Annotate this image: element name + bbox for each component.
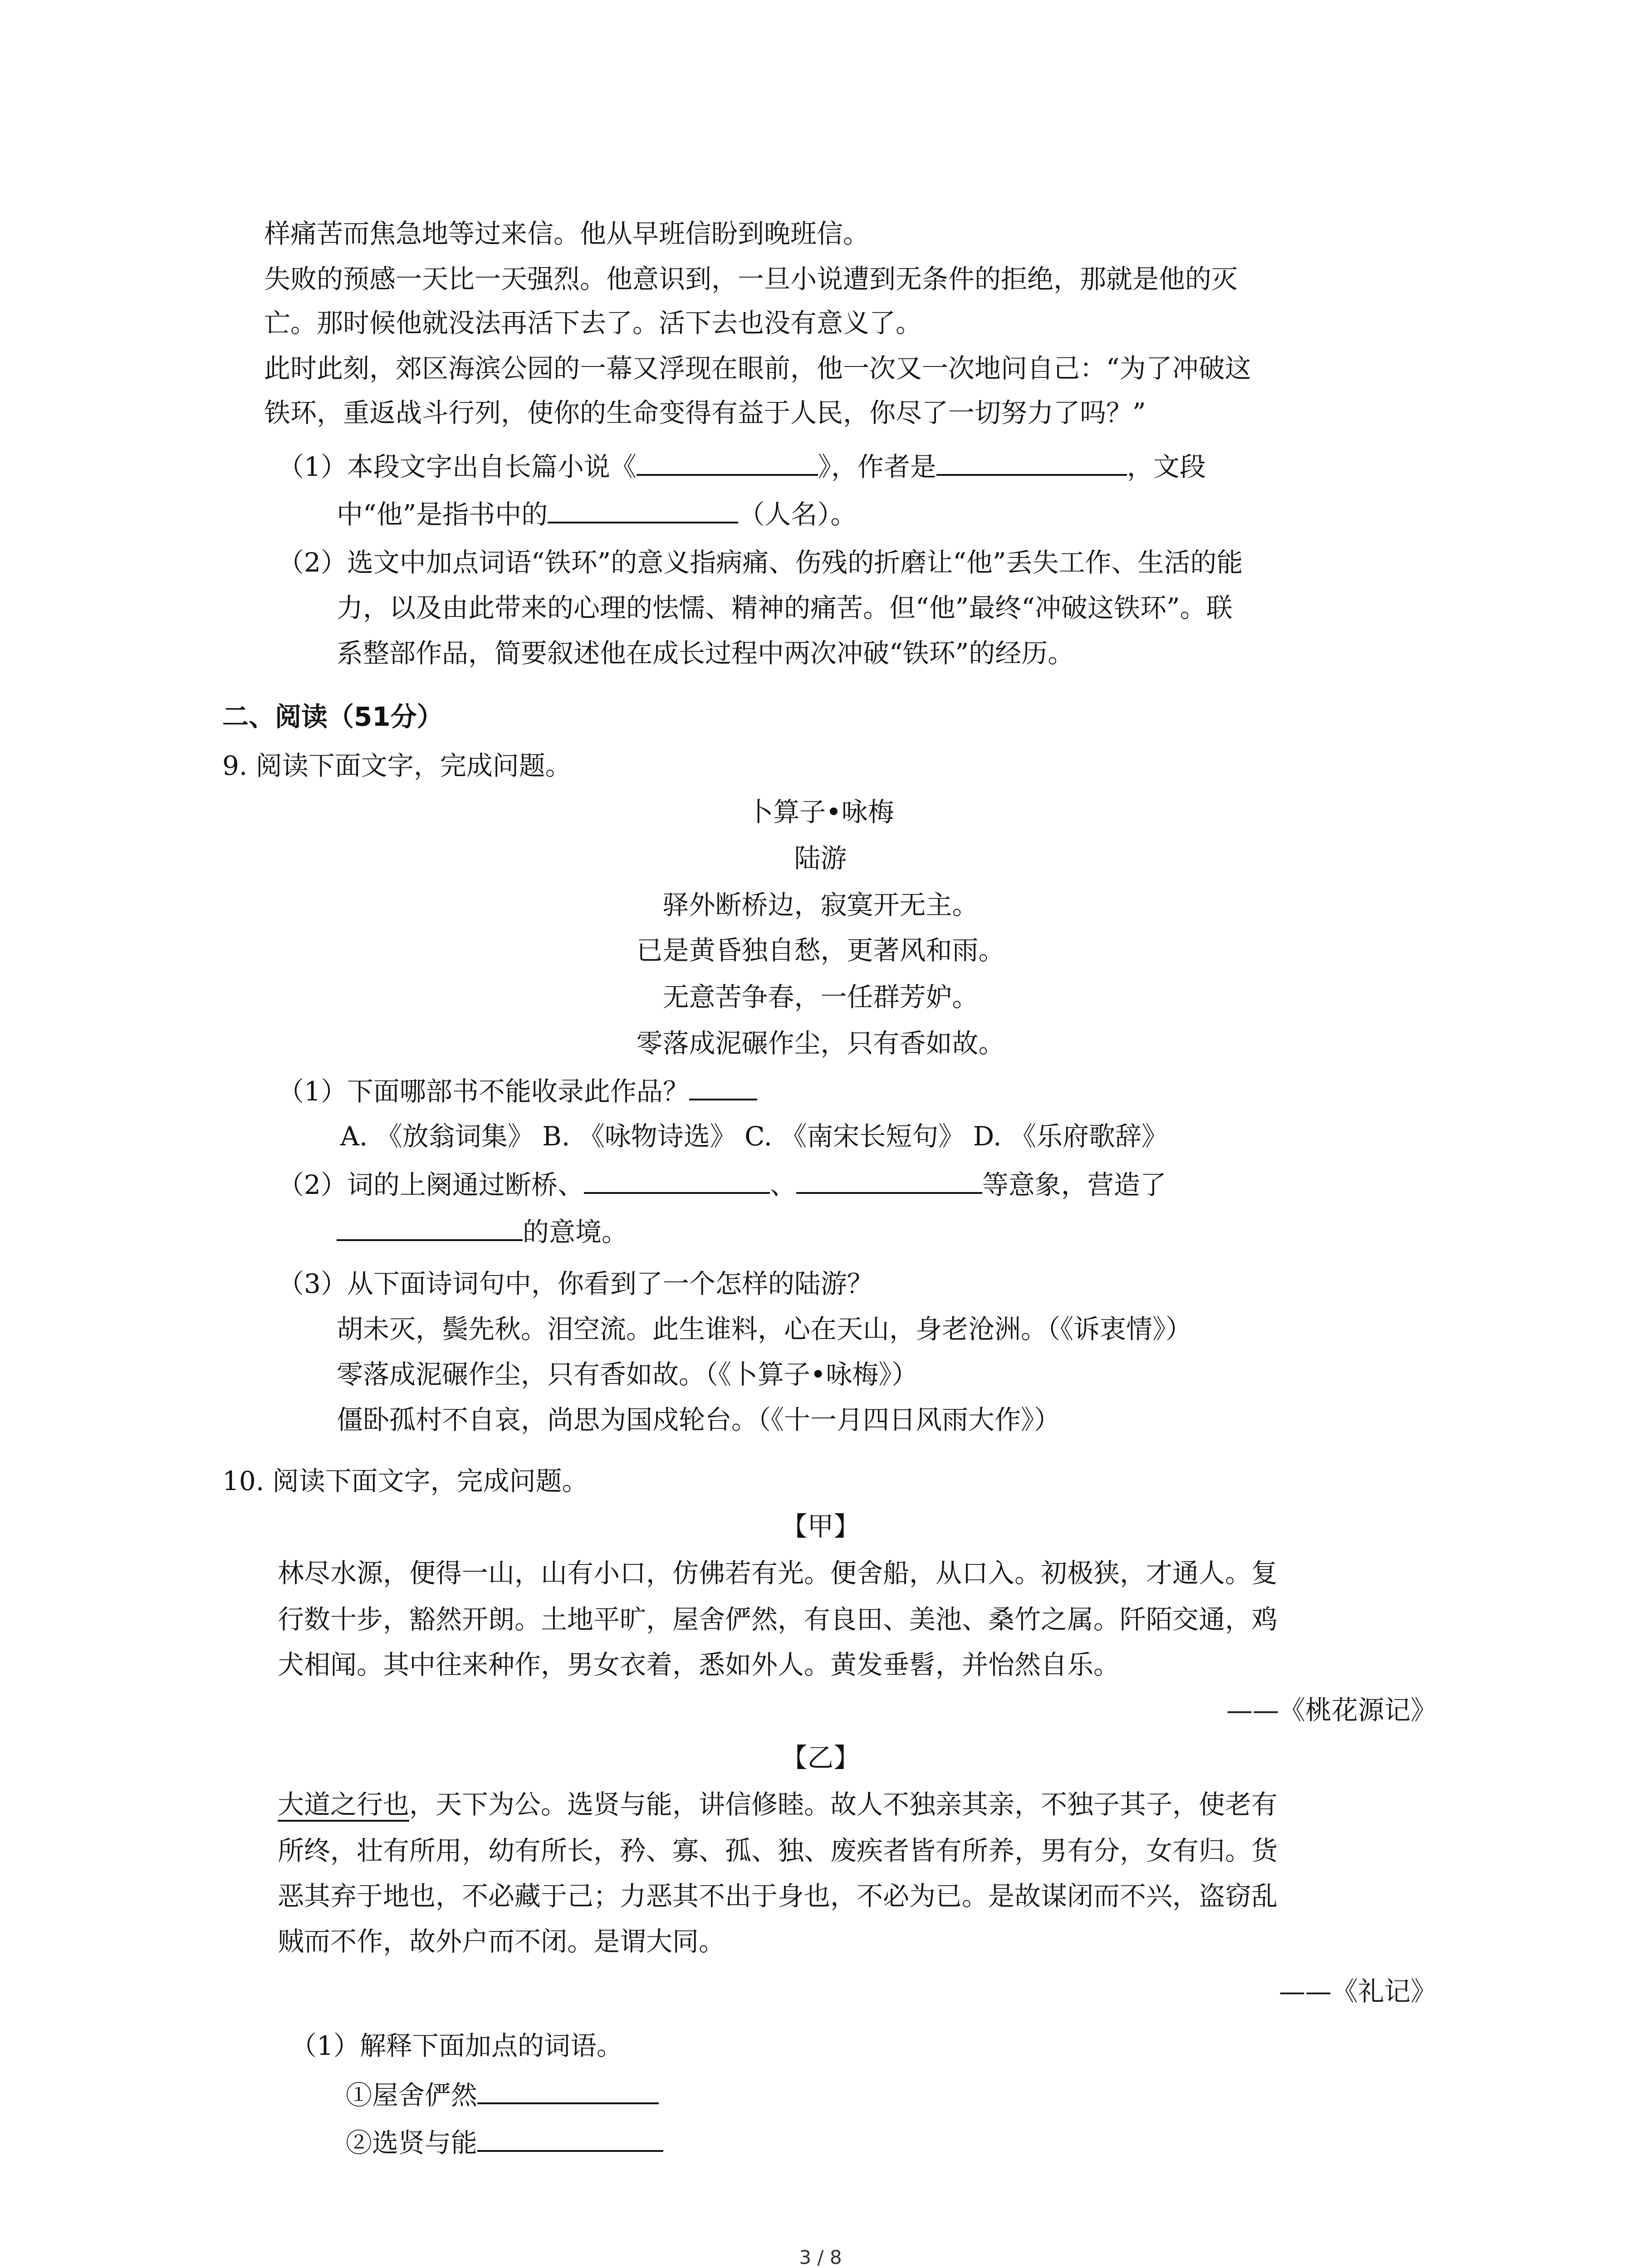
poem-title: 卜算子•咏梅 bbox=[747, 797, 894, 827]
passage-yi-title: 【乙】 bbox=[781, 1742, 860, 1773]
paragraph-line: 此时此刻，郊区海滨公园的一幕又浮现在眼前，他一次又一次地问自己：“为了冲破这 bbox=[264, 353, 1251, 384]
question-text: （人名）。 bbox=[738, 499, 857, 530]
paragraph-line: 样痛苦而焦急地等过来信。他从早班信盼到晚班信。 bbox=[264, 218, 870, 249]
question-text: ，文段 bbox=[1127, 451, 1206, 482]
paragraph-line: 失败的预感一天比一天强烈。他意识到，一旦小说遭到无条件的拒绝，那就是他的灭 bbox=[264, 264, 1238, 294]
question-9-2 bbox=[278, 1165, 1166, 1203]
question-9-1 bbox=[278, 1071, 757, 1110]
question-text: （1）下面哪部书不能收录此作品？ bbox=[278, 1076, 689, 1107]
question-10-1-item bbox=[346, 2123, 663, 2161]
paragraph-line: 亡。那时候他就没法再活下去了。活下去也没有意义了。 bbox=[264, 308, 922, 338]
passage-line: 林尽水源，便得一山，山有小口，仿佛若有光。便舍船，从口入。初极狭，才通人。复 bbox=[278, 1558, 1278, 1589]
answer-blank-image-2[interactable] bbox=[796, 1165, 982, 1194]
quote-line: 零落成泥碾作尘，只有香如故。（《卜算子•咏梅》） bbox=[337, 1359, 918, 1390]
answer-blank-novel[interactable] bbox=[637, 447, 818, 476]
answer-blank-mood[interactable] bbox=[337, 1212, 523, 1241]
question-text: 的意境。 bbox=[523, 1217, 628, 1247]
passage-jia-source: ——《桃花源记》 bbox=[1226, 1695, 1437, 1725]
section-title: 二、阅读（51分） bbox=[222, 701, 443, 732]
answer-blank-image-1[interactable] bbox=[584, 1165, 770, 1194]
answer-blank-author[interactable] bbox=[936, 447, 1127, 476]
question-text: 》，作者是 bbox=[818, 451, 936, 482]
question-9-2-cont bbox=[337, 1212, 628, 1250]
item-text: ①屋舍俨然 bbox=[346, 2080, 478, 2111]
question-text: 中“他”是指书中的 bbox=[337, 499, 548, 530]
answer-blank-choice[interactable] bbox=[689, 1071, 757, 1100]
question-8-1-cont bbox=[337, 494, 857, 533]
question-10-intro: 10. 阅读下面文字，完成问题。 bbox=[222, 1466, 588, 1496]
item-text: ②选贤与能 bbox=[346, 2127, 478, 2158]
question-9-3: （3）从下面诗词句中，你看到了一个怎样的陆游？ bbox=[278, 1268, 873, 1299]
question-9-1-options: A. 《放翁词集》 B. 《咏物诗选》 C. 《南宋长短句》 D. 《乐府歌辞》 bbox=[340, 1121, 1168, 1152]
question-text: 、 bbox=[769, 1169, 796, 1200]
quote-line: 胡未灭，鬓先秋。泪空流。此生谁料，心在天山，身老沧洲。（《诉衷情》） bbox=[337, 1314, 1192, 1344]
question-8-1 bbox=[278, 447, 1206, 485]
answer-blank-item-2[interactable] bbox=[477, 2123, 663, 2152]
question-10-1: （1）解释下面加点的词语。 bbox=[290, 2030, 623, 2061]
passage-line: 犬相闻。其中往来种作，男女衣着，悉如外人。黄发垂髫，并怡然自乐。 bbox=[278, 1649, 1120, 1680]
question-text: （1）本段文字出自长篇小说《 bbox=[278, 451, 637, 482]
passage-text: ，天下为公。选贤与能，讲信修睦。故人不独亲其亲，不独子其子，使老有 bbox=[409, 1789, 1278, 1820]
quote-line: 僵卧孤村不自哀，尚思为国戍轮台。（《十一月四日风雨大作》） bbox=[337, 1404, 1061, 1435]
poem-line: 已是黄昏独自愁，更著风和雨。 bbox=[636, 935, 1005, 966]
question-8-2: （2）选文中加点词语“铁环”的意义指病痛、伤残的折磨让“他”丢失工作、生活的能 bbox=[278, 547, 1243, 578]
answer-blank-character[interactable] bbox=[548, 494, 738, 523]
passage-line: 所终，壮有所用，幼有所长，矜、寡、孤、独、废疾者皆有所养，男有分，女有归。货 bbox=[278, 1835, 1278, 1866]
passage-line: 贼而不作，故外户而不闭。是谓大同。 bbox=[278, 1926, 725, 1957]
passage-line: 恶其弃于地也，不必藏于己；力恶其不出于身也，不必为已。是故谋闭而不兴，盗窃乱 bbox=[278, 1881, 1278, 1911]
passage-yi-source: ——《礼记》 bbox=[1279, 1976, 1437, 2007]
question-10-1-item bbox=[346, 2075, 659, 2113]
poem-line: 驿外断桥边，寂寞开无主。 bbox=[662, 890, 979, 920]
question-9-intro: 9. 阅读下面文字，完成问题。 bbox=[222, 750, 572, 781]
answer-blank-item-1[interactable] bbox=[477, 2075, 659, 2104]
paragraph-line: 铁环，重返战斗行列，使你的生命变得有益于人民，你尽了一切努力了吗？” bbox=[264, 397, 1146, 428]
question-text: 等意象，营造了 bbox=[982, 1169, 1166, 1200]
passage-line: 行数十步，豁然开朗。土地平旷，屋舍俨然，有良田、美池、桑竹之属。阡陌交通，鸡 bbox=[278, 1604, 1278, 1635]
passage-line bbox=[278, 1786, 1278, 1823]
passage-jia-title: 【甲】 bbox=[781, 1511, 860, 1542]
poem-line: 零落成泥碾作尘，只有香如故。 bbox=[636, 1028, 1005, 1059]
question-text: （2）词的上阕通过断桥、 bbox=[278, 1169, 584, 1200]
page-number: 3 / 8 bbox=[799, 2246, 842, 2268]
poem-author: 陆游 bbox=[794, 843, 847, 874]
question-8-2-cont: 系整部作品，简要叙述他在成长过程中两次冲破“铁环”的经历。 bbox=[337, 638, 1074, 669]
question-8-2-cont: 力，以及由此带来的心理的怯懦、精神的痛苦。但“他”最终“冲破这铁环”。联 bbox=[337, 592, 1233, 623]
underlined-phrase: 大道之行也 bbox=[278, 1789, 409, 1822]
poem-line: 无意苦争春，一任群芳妒。 bbox=[662, 982, 979, 1012]
